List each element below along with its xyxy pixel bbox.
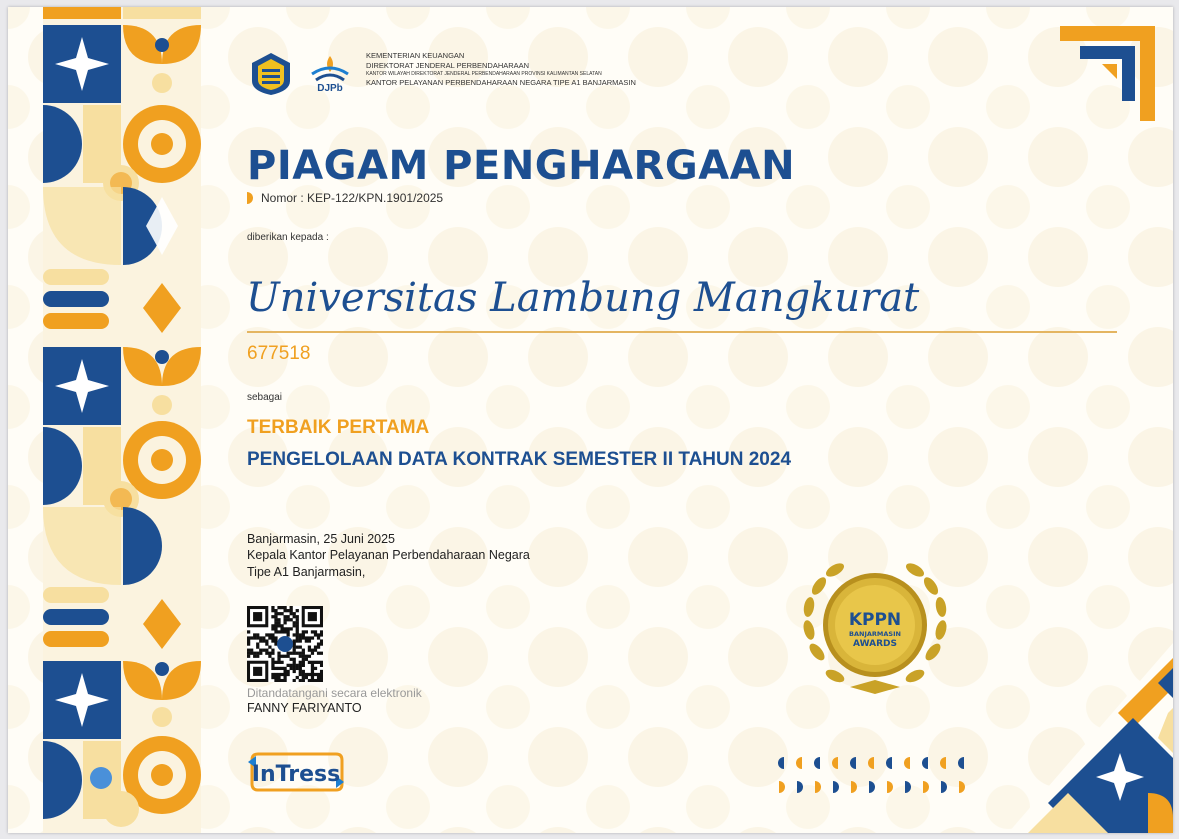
- half-dot: [905, 781, 911, 793]
- half-dot: [868, 757, 874, 769]
- djpb-logo-label: DJPb: [317, 83, 343, 94]
- corner-ornament-top-right: [1060, 26, 1155, 121]
- signer-name: FANNY FARIYANTO: [247, 701, 362, 715]
- bullet-icon: [247, 192, 253, 204]
- half-dot: [922, 757, 928, 769]
- decorative-dots: [773, 755, 983, 799]
- agency-ministry: KEMENTERIAN KEUANGAN: [366, 51, 465, 60]
- half-dot: [779, 781, 785, 793]
- half-dot: [940, 757, 946, 769]
- agency-directorate: DIREKTORAT JENDERAL PERBENDAHARAAN: [366, 61, 530, 71]
- signature-position-line2: Tipe A1 Banjarmasin,: [247, 564, 366, 579]
- half-dot: [832, 757, 838, 769]
- agency-regional-office: KANTOR WILAYAH DIREKTORAT JENDERAL PERBENDAHARAAN PROVINSI KALIMANTAN SELATAN: [366, 71, 602, 78]
- half-dot: [887, 781, 893, 793]
- intress-logo-icon: [246, 750, 346, 794]
- medal-icon: [795, 552, 955, 702]
- certificate-number: [247, 191, 443, 205]
- certificate-title: PIAGAM PENGHARGAAN: [247, 143, 796, 189]
- half-dot: [815, 781, 821, 793]
- intress-logo-text: InTress: [251, 762, 341, 787]
- medal-title: KPPN: [848, 610, 902, 630]
- djpb-logo: [308, 54, 352, 94]
- half-dot: [850, 757, 856, 769]
- half-dot: [923, 781, 929, 793]
- as-label: sebagai: [247, 392, 283, 403]
- half-dot: [959, 781, 965, 793]
- header-logos: [248, 51, 352, 97]
- signature-block: [247, 531, 530, 580]
- medal-awards: AWARDS: [853, 639, 897, 649]
- half-dot: [869, 781, 875, 793]
- kemenkeu-emblem-icon: [248, 51, 294, 97]
- half-dot: [886, 757, 892, 769]
- recipient-code: 677518: [247, 343, 311, 364]
- half-dot: [778, 757, 784, 769]
- recipient-divider: [247, 331, 1117, 333]
- half-dot: [941, 781, 947, 793]
- qr-code-icon[interactable]: [247, 606, 323, 682]
- signed-electronically-note: Ditandatangani secara elektronik: [247, 686, 422, 700]
- half-dot: [814, 757, 820, 769]
- half-dot: [851, 781, 857, 793]
- agency-block: [366, 51, 636, 88]
- half-dot: [797, 781, 803, 793]
- award-rank: TERBAIK PERTAMA: [247, 417, 430, 438]
- certificate-sheet: [8, 7, 1173, 833]
- corner-ornament-bottom-right: [1008, 643, 1173, 833]
- half-dot: [796, 757, 802, 769]
- half-dot: [958, 757, 964, 769]
- recipient-name: Universitas Lambung Mangkurat: [246, 275, 920, 321]
- djpb-logo-icon: [308, 54, 352, 84]
- medal-subtitle: BANJARMASIN: [849, 630, 901, 638]
- certificate-number-text: Nomor : KEP-122/KPN.1901/2025: [261, 191, 444, 205]
- signature-position-line1: Kepala Kantor Pelayanan Perbendaharaan Negara: [247, 548, 530, 563]
- signature-place-date: Banjarmasin, 25 Juni 2025: [247, 532, 396, 546]
- half-dot: [904, 757, 910, 769]
- intress-logo: [246, 750, 346, 799]
- agency-local-office: KANTOR PELAYANAN PERBENDAHARAAN NEGARA TIPE A1 BANJARMASIN: [366, 78, 636, 87]
- left-ornament-strip: [43, 7, 201, 833]
- half-dot: [833, 781, 839, 793]
- given-to-label: diberikan kepada :: [247, 232, 329, 243]
- award-category: PENGELOLAAN DATA KONTRAK SEMESTER II TAHUN 2024: [247, 449, 792, 470]
